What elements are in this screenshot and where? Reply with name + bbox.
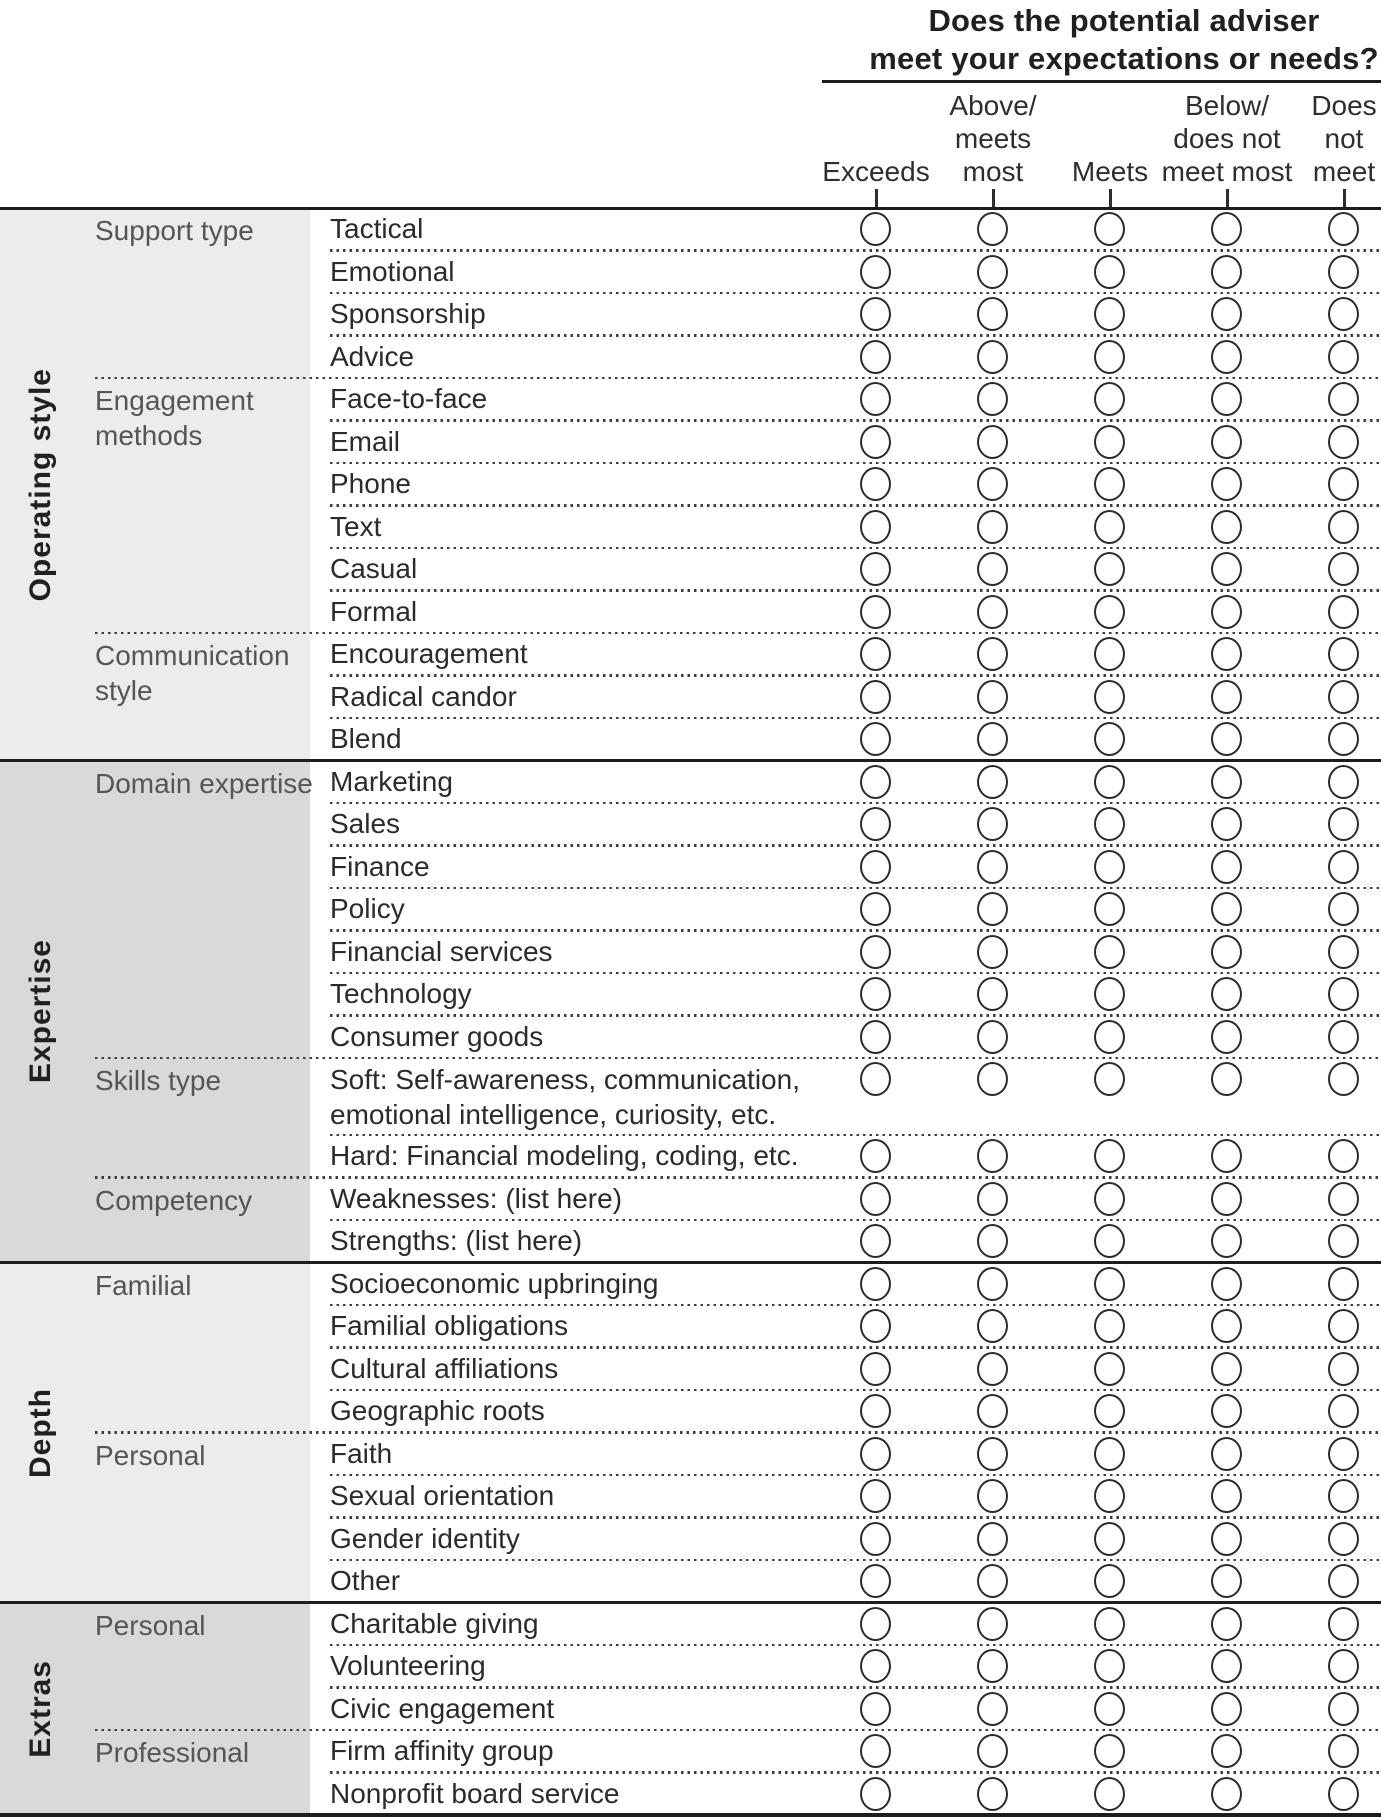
row-label-line: Face-to-face [330,383,488,414]
radio-above-meets-most[interactable] [977,722,1008,756]
radio-meets[interactable] [1094,807,1125,841]
column-header-line: does not [1173,123,1281,154]
section-expertise [0,761,1381,1263]
section-operating-style [0,208,1381,761]
header-rule [822,80,1381,83]
table-row-socioeconomic-upbringing [0,1263,1381,1306]
radio-meets[interactable] [1094,1607,1125,1641]
row-label-line: Soft: Self-awareness, communication, [330,1064,800,1095]
radio-does-not-meet[interactable] [1328,1139,1359,1173]
radio-exceeds[interactable] [860,892,891,926]
column-header-line: meets [954,123,1032,154]
section-label-text: Depth [24,1387,57,1478]
radio-meets[interactable] [1094,297,1125,331]
radio-below-does-not-meet-most[interactable] [1211,1607,1242,1641]
radio-does-not-meet[interactable] [1328,977,1359,1011]
radio-below-does-not-meet-most[interactable] [1211,425,1242,459]
radio-below-does-not-meet-most[interactable] [1211,595,1242,629]
table-row-casual [0,548,1381,591]
table-row-sales [0,803,1381,846]
radio-does-not-meet[interactable] [1328,297,1359,331]
radio-meets[interactable] [1094,1479,1125,1513]
group-label-support-type: Support type [95,215,254,246]
row-label-line: Tactical [330,213,424,244]
radio-above-meets-most[interactable] [977,680,1008,714]
evaluation-table [0,208,1381,1815]
table-title-line1: Does the potential adviser [928,3,1320,38]
radio-meets[interactable] [1094,892,1125,926]
radio-below-does-not-meet-most[interactable] [1211,1649,1242,1683]
radio-meets[interactable] [1094,1062,1125,1096]
radio-does-not-meet[interactable] [1328,595,1359,629]
table-row-formal [0,591,1381,634]
radio-exceeds[interactable] [860,1352,891,1386]
column-header-line: Exceeds [822,156,930,187]
radio-meets[interactable] [1094,1437,1125,1471]
radio-above-meets-most[interactable] [977,1777,1008,1811]
radio-meets[interactable] [1094,212,1125,246]
table-row-financial-services [0,931,1381,974]
radio-exceeds[interactable] [860,1224,891,1258]
radio-meets[interactable] [1094,977,1125,1011]
radio-does-not-meet[interactable] [1328,1020,1359,1054]
radio-does-not-meet[interactable] [1328,1224,1359,1258]
radio-exceeds[interactable] [860,212,891,246]
radio-meets[interactable] [1094,1777,1125,1811]
table-row-other [0,1560,1381,1603]
radio-does-not-meet[interactable] [1328,1352,1359,1386]
row-label-line: Advice [330,340,415,372]
radio-above-meets-most[interactable] [977,1692,1008,1726]
radio-does-not-meet[interactable] [1328,340,1359,374]
radio-below-does-not-meet-most[interactable] [1211,212,1242,246]
row-label-line: Policy [330,893,405,924]
radio-below-does-not-meet-most[interactable] [1211,1564,1242,1598]
radio-meets[interactable] [1094,1649,1125,1683]
radio-does-not-meet[interactable] [1328,1267,1359,1301]
radio-above-meets-most[interactable] [977,850,1008,884]
radio-above-meets-most[interactable] [977,1224,1008,1258]
column-tick-below-does-not-meet-most [1226,189,1229,208]
group-label-familial: Familial [95,1269,192,1301]
table-row-cultural-affiliations [0,1348,1381,1391]
radio-does-not-meet[interactable] [1328,255,1359,289]
column-header-line: Does [1311,90,1377,121]
row-label-line: Geographic roots [330,1395,545,1426]
radio-above-meets-most[interactable] [977,1062,1008,1096]
radio-meets[interactable] [1094,1522,1125,1556]
radio-above-meets-most[interactable] [977,807,1008,841]
radio-above-meets-most[interactable] [977,212,1008,246]
radio-above-meets-most[interactable] [977,977,1008,1011]
radio-below-does-not-meet-most[interactable] [1211,1352,1242,1386]
radio-exceeds[interactable] [860,1692,891,1726]
radio-above-meets-most[interactable] [977,1522,1008,1556]
radio-exceeds[interactable] [860,637,891,671]
group-label-domain-expertise: Domain expertise [95,767,313,799]
group-label-personal: Personal [95,1609,206,1641]
radio-exceeds[interactable] [860,1564,891,1598]
radio-exceeds[interactable] [860,1437,891,1471]
radio-above-meets-most[interactable] [977,595,1008,629]
radio-exceeds[interactable] [860,1479,891,1513]
row-label-line: emotional intelligence, curiosity, etc. [330,1099,777,1130]
group-label-communication-style: Communication style [95,640,290,706]
radio-does-not-meet[interactable] [1328,467,1359,501]
section-extras [0,1603,1381,1816]
radio-below-does-not-meet-most[interactable] [1211,1062,1242,1096]
radio-below-does-not-meet-most[interactable] [1211,1479,1242,1513]
radio-below-does-not-meet-most[interactable] [1211,1020,1242,1054]
radio-below-does-not-meet-most[interactable] [1211,637,1242,671]
row-label-line: Strengths: (list here) [330,1225,583,1256]
row-label-line: Formal [330,595,418,627]
radio-above-meets-most[interactable] [977,425,1008,459]
radio-exceeds[interactable] [860,552,891,586]
radio-exceeds[interactable] [860,510,891,544]
radio-meets[interactable] [1094,595,1125,629]
radio-exceeds[interactable] [860,255,891,289]
radio-above-meets-most[interactable] [977,510,1008,544]
row-label-line: Familial obligations [330,1310,569,1341]
radio-does-not-meet[interactable] [1328,680,1359,714]
radio-exceeds[interactable] [860,807,891,841]
radio-above-meets-most[interactable] [977,637,1008,671]
table-row-gender-identity [0,1518,1381,1561]
radio-exceeds[interactable] [860,722,891,756]
radio-does-not-meet[interactable] [1328,765,1359,799]
row-label-line: Socioeconomic upbringing [330,1267,659,1299]
table-row-geographic-roots [0,1390,1381,1433]
radio-below-does-not-meet-most[interactable] [1211,1394,1242,1428]
section-label-text: Expertise [24,939,57,1084]
row-label-line: Emotional [330,255,455,287]
radio-above-meets-most[interactable] [977,1352,1008,1386]
radio-above-meets-most[interactable] [977,1437,1008,1471]
radio-below-does-not-meet-most[interactable] [1211,765,1242,799]
column-header-line: most [962,156,1024,187]
radio-exceeds[interactable] [860,1139,891,1173]
group-label-skills-type: Skills type [95,1065,222,1096]
table-row-text [0,506,1381,549]
table-row-civic-engagement [0,1688,1381,1731]
row-label-line: Volunteering [330,1650,486,1681]
radio-does-not-meet[interactable] [1328,1734,1359,1768]
radio-does-not-meet[interactable] [1328,1062,1359,1096]
radio-above-meets-most[interactable] [977,1479,1008,1513]
table-row-advice [0,336,1381,379]
row-label-line: Gender identity [330,1522,520,1554]
table-row-tactical [0,208,1381,251]
table-row-soft-self-awareness-communication [0,1058,1381,1135]
table-row-blend [0,718,1381,761]
table-row-email [0,421,1381,464]
radio-above-meets-most[interactable] [977,1607,1008,1641]
row-label-line: Charitable giving [330,1607,539,1639]
column-tick-exceeds [875,189,878,208]
table-row-faith [0,1433,1381,1476]
radio-below-does-not-meet-most[interactable] [1211,680,1242,714]
radio-does-not-meet[interactable] [1328,1607,1359,1641]
radio-meets[interactable] [1094,340,1125,374]
table-row-marketing [0,761,1381,804]
radio-above-meets-most[interactable] [977,552,1008,586]
table-row-policy [0,888,1381,931]
column-header-line: Below/ [1184,90,1270,121]
radio-below-does-not-meet-most[interactable] [1211,1734,1242,1768]
radio-meets[interactable] [1094,1224,1125,1258]
column-header-line: Meets [1071,156,1149,187]
radio-does-not-meet[interactable] [1328,1309,1359,1343]
radio-meets[interactable] [1094,382,1125,416]
radio-does-not-meet[interactable] [1328,1692,1359,1726]
group-label-personal: Personal [95,1439,206,1471]
radio-exceeds[interactable] [860,467,891,501]
radio-does-not-meet[interactable] [1328,510,1359,544]
column-header-line: meet most [1161,156,1293,187]
radio-does-not-meet[interactable] [1328,637,1359,671]
radio-does-not-meet[interactable] [1328,1777,1359,1811]
radio-above-meets-most[interactable] [977,1394,1008,1428]
radio-below-does-not-meet-most[interactable] [1211,510,1242,544]
row-label-line: Casual [330,553,418,584]
radio-does-not-meet[interactable] [1328,1437,1359,1471]
table-row-volunteering [0,1645,1381,1688]
radio-below-does-not-meet-most[interactable] [1211,850,1242,884]
radio-exceeds[interactable] [860,595,891,629]
column-header-does-not-meet [1254,89,1381,188]
radio-meets[interactable] [1094,1564,1125,1598]
radio-meets[interactable] [1094,1020,1125,1054]
radio-meets[interactable] [1094,1692,1125,1726]
radio-exceeds[interactable] [860,1607,891,1641]
column-tick-above-meets-most [992,189,995,208]
radio-does-not-meet[interactable] [1328,935,1359,969]
radio-above-meets-most[interactable] [977,1182,1008,1216]
radio-exceeds[interactable] [860,977,891,1011]
radio-below-does-not-meet-most[interactable] [1211,255,1242,289]
radio-meets[interactable] [1094,680,1125,714]
radio-below-does-not-meet-most[interactable] [1211,935,1242,969]
table-title-line2: meet your expectations or needs? [869,41,1379,76]
row-label-line: Text [330,510,382,542]
radio-below-does-not-meet-most[interactable] [1211,977,1242,1011]
row-label-line: Financial services [330,935,553,967]
row-label-line: Sales [330,808,401,839]
table-row-nonprofit-board-service [0,1773,1381,1816]
radio-exceeds[interactable] [860,850,891,884]
radio-meets[interactable] [1094,1139,1125,1173]
radio-does-not-meet[interactable] [1328,212,1359,246]
radio-above-meets-most[interactable] [977,382,1008,416]
row-label-line: Radical candor [330,680,517,712]
row-label-line: Consumer goods [330,1020,544,1052]
column-tick-meets [1109,189,1112,208]
radio-exceeds[interactable] [860,1062,891,1096]
radio-below-does-not-meet-most[interactable] [1211,1309,1242,1343]
row-label-line: Blend [330,723,402,754]
table-row-sponsorship [0,293,1381,336]
radio-meets[interactable] [1094,425,1125,459]
table-row-emotional [0,251,1381,294]
row-label-line: Finance [330,850,430,882]
table-row-sexual-orientation [0,1475,1381,1518]
row-label-line: Hard: Financial modeling, coding, etc. [330,1140,799,1171]
radio-below-does-not-meet-most[interactable] [1211,1437,1242,1471]
radio-above-meets-most[interactable] [977,765,1008,799]
radio-does-not-meet[interactable] [1328,1564,1359,1598]
radio-does-not-meet[interactable] [1328,850,1359,884]
radio-meets[interactable] [1094,510,1125,544]
radio-meets[interactable] [1094,850,1125,884]
table-row-consumer-goods [0,1016,1381,1059]
radio-meets[interactable] [1094,467,1125,501]
radio-does-not-meet[interactable] [1328,1649,1359,1683]
section-label-text: Extras [24,1659,57,1758]
column-header-line: Above/ [949,90,1037,121]
table-row-finance [0,846,1381,889]
table-row-weaknesses-list-here [0,1178,1381,1221]
row-label-line: Nonprofit board service [330,1777,620,1809]
radio-meets[interactable] [1094,1309,1125,1343]
row-label-line: Phone [330,468,411,499]
radio-meets[interactable] [1094,765,1125,799]
radio-below-does-not-meet-most[interactable] [1211,1224,1242,1258]
radio-exceeds[interactable] [860,425,891,459]
row-label-line: Firm affinity group [330,1735,554,1766]
radio-above-meets-most[interactable] [977,1020,1008,1054]
table-row-firm-affinity-group [0,1730,1381,1773]
radio-below-does-not-meet-most[interactable] [1211,467,1242,501]
radio-exceeds[interactable] [860,1394,891,1428]
radio-does-not-meet[interactable] [1328,552,1359,586]
row-label-line: Faith [330,1437,393,1469]
column-tick-does-not-meet [1343,189,1346,208]
row-label-line: Sponsorship [330,298,486,329]
radio-below-does-not-meet-most[interactable] [1211,297,1242,331]
radio-exceeds[interactable] [860,1182,891,1216]
radio-meets[interactable] [1094,1394,1125,1428]
radio-below-does-not-meet-most[interactable] [1211,382,1242,416]
radio-below-does-not-meet-most[interactable] [1211,1182,1242,1216]
radio-exceeds[interactable] [860,1522,891,1556]
radio-above-meets-most[interactable] [977,340,1008,374]
radio-below-does-not-meet-most[interactable] [1211,807,1242,841]
radio-meets[interactable] [1094,1182,1125,1216]
radio-meets[interactable] [1094,255,1125,289]
row-label-line: Technology [330,978,472,1009]
row-label-line: Other [330,1565,401,1596]
radio-does-not-meet[interactable] [1328,382,1359,416]
radio-below-does-not-meet-most[interactable] [1211,722,1242,756]
radio-exceeds[interactable] [860,340,891,374]
table-row-radical-candor [0,676,1381,719]
radio-exceeds[interactable] [860,765,891,799]
column-header-line: not [1324,123,1364,154]
table-row-phone [0,463,1381,506]
group-label-competency: Competency [95,1184,253,1216]
radio-above-meets-most[interactable] [977,1309,1008,1343]
radio-does-not-meet[interactable] [1328,892,1359,926]
table-row-charitable-giving [0,1603,1381,1646]
radio-meets[interactable] [1094,1267,1125,1301]
section-depth [0,1263,1381,1603]
radio-above-meets-most[interactable] [977,467,1008,501]
radio-above-meets-most[interactable] [977,1267,1008,1301]
radio-below-does-not-meet-most[interactable] [1211,552,1242,586]
group-label-engagement-methods: Engagement methods [95,385,254,451]
radio-exceeds[interactable] [860,1649,891,1683]
row-label-line: Cultural affiliations [330,1352,559,1384]
radio-above-meets-most[interactable] [977,1649,1008,1683]
column-header-line: meet [1312,156,1376,187]
radio-below-does-not-meet-most[interactable] [1211,1692,1242,1726]
table-row-technology [0,973,1381,1016]
radio-above-meets-most[interactable] [977,892,1008,926]
row-label-line: Weaknesses: (list here) [330,1182,623,1214]
group-label-professional: Professional [95,1737,250,1768]
radio-above-meets-most[interactable] [977,1734,1008,1768]
radio-exceeds[interactable] [860,1267,891,1301]
radio-does-not-meet[interactable] [1328,1182,1359,1216]
radio-meets[interactable] [1094,1352,1125,1386]
radio-meets[interactable] [1094,552,1125,586]
radio-below-does-not-meet-most[interactable] [1211,1777,1242,1811]
radio-does-not-meet[interactable] [1328,722,1359,756]
radio-exceeds[interactable] [860,1020,891,1054]
section-label-text: Operating style [24,367,57,601]
radio-does-not-meet[interactable] [1328,1394,1359,1428]
radio-meets[interactable] [1094,935,1125,969]
table-row-strengths-list-here [0,1220,1381,1263]
table-row-familial-obligations [0,1305,1381,1348]
radio-exceeds[interactable] [860,935,891,969]
radio-above-meets-most[interactable] [977,1139,1008,1173]
radio-exceeds[interactable] [860,1777,891,1811]
row-label-line: Sexual orientation [330,1480,555,1511]
radio-exceeds[interactable] [860,680,891,714]
radio-exceeds[interactable] [860,382,891,416]
radio-above-meets-most[interactable] [977,935,1008,969]
radio-does-not-meet[interactable] [1328,807,1359,841]
radio-does-not-meet[interactable] [1328,425,1359,459]
row-label-line: Civic engagement [330,1692,555,1724]
radio-below-does-not-meet-most[interactable] [1211,340,1242,374]
radio-below-does-not-meet-most[interactable] [1211,1522,1242,1556]
table-row-hard-financial-modeling-coding-etc [0,1135,1381,1178]
radio-meets[interactable] [1094,1734,1125,1768]
radio-meets[interactable] [1094,637,1125,671]
radio-does-not-meet[interactable] [1328,1479,1359,1513]
row-label-line: Marketing [330,765,453,797]
radio-below-does-not-meet-most[interactable] [1211,1267,1242,1301]
radio-below-does-not-meet-most[interactable] [1211,892,1242,926]
row-label-line: Encouragement [330,638,528,669]
radio-above-meets-most[interactable] [977,1564,1008,1598]
radio-below-does-not-meet-most[interactable] [1211,1139,1242,1173]
radio-does-not-meet[interactable] [1328,1522,1359,1556]
radio-exceeds[interactable] [860,1309,891,1343]
row-label-line: Email [330,425,401,457]
table-title [794,2,1381,78]
radio-above-meets-most[interactable] [977,297,1008,331]
radio-exceeds[interactable] [860,297,891,331]
radio-exceeds[interactable] [860,1734,891,1768]
radio-meets[interactable] [1094,722,1125,756]
radio-above-meets-most[interactable] [977,255,1008,289]
